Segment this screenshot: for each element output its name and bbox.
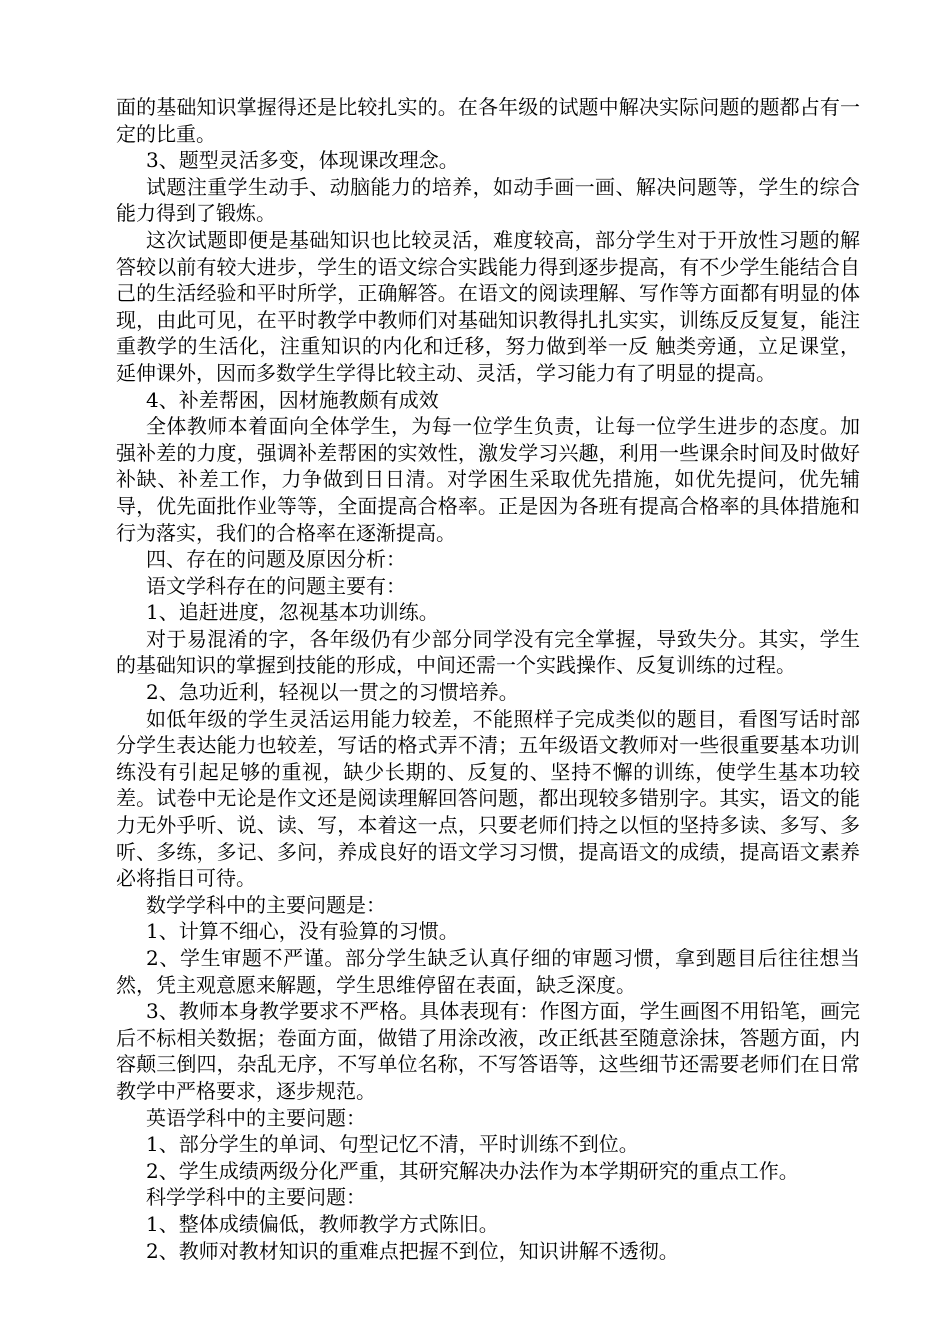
paragraph: 语文学科存在的问题主要有：: [146, 573, 406, 598]
paragraph: 1、计算不细心，没有验算的习惯。: [146, 919, 459, 944]
section-heading: 四、存在的问题及原因分析：: [146, 547, 406, 572]
paragraph: 2、教师对教材知识的重难点把握不到位，知识讲解不透彻。: [146, 1238, 679, 1263]
paragraph: 2、学生成绩两级分化严重，其研究解决办法作为本学期研究的重点工作。: [146, 1158, 799, 1183]
paragraph: 1、部分学生的单词、句型记忆不清，平时训练不到位。: [146, 1132, 639, 1157]
paragraph: 试题注重学生动手、动脑能力的培养，如动手画一画、解决问题等，学生的综合能力得到了锻炼。: [116, 174, 860, 226]
paragraph: 3、题型灵活多变，体现课改理念。: [146, 148, 459, 173]
paragraph: 2、学生审题不严谨。部分学生缺乏认真仔细的审题习惯，拿到题目后往往想当然，凭主观意愿来解题，学生思维停留在表面，缺乏深度。: [116, 946, 860, 997]
document-page: [116, 94, 860, 1264]
paragraph: 1、追赶进度，忽视基本功训练。: [146, 600, 439, 625]
paragraph: 对于易混淆的字，各年级仍有少部分同学没有完全掌握，导致失分。其实，学生的基础知识的掌握到技能的形成，中间还需一个实践操作、反复训练的过程。: [116, 626, 860, 678]
paragraph: 如低年级的学生灵活运用能力较差，不能照样子完成类似的题目，看图写话时部分学生表达能力也较差，写话的格式弄不清；五年级语文教师对一些很重要基本功训练没有引起足够的重视，缺少长期的、反复的、坚持不懈的训练，使学生基本功较差。试卷中无论是作文还是阅读理解回答问题，都出现较多错别字。其实，语文的能力无外乎听、说、读、写，本着这一点，只要老师们持之以恒的坚持多读、多写、多听、多练，多记、多问，养成良好的语文学习习惯，提高语文的成绩，提高语文素养必将指日可待。: [116, 706, 860, 891]
paragraph: 1、整体成绩偏低，教师教学方式陈旧。: [146, 1211, 499, 1236]
paragraph: 全体教师本着面向全体学生，为每一位学生负责，让每一位学生进步的态度。加强补差的力度，强调补差帮困的实效性，激发学习兴趣，利用一些课余时间及时做好补缺、补差工作，力争做到日日清。对学困生采取优先措施，如优先提问，优先辅导，优先面批作业等等，全面提高合格率。正是因为各班有提高合格率的具体措施和行为落实，我们的合格率在逐渐提高。: [116, 414, 860, 545]
paragraph: 科学学科中的主要问题：: [146, 1185, 366, 1210]
paragraph: 英语学科中的主要问题：: [146, 1105, 366, 1130]
paragraph: 2、急功近利，轻视以一贯之的习惯培养。: [146, 680, 519, 705]
paragraph: 面的基础知识掌握得还是比较扎实的。在各年级的试题中解决实际问题的题都占有一定的比重。: [116, 95, 860, 146]
paragraph: 4、补差帮困，因材施教颇有成效: [146, 387, 439, 412]
paragraph: 数学学科中的主要问题是：: [146, 892, 386, 917]
paragraph: 3、教师本身教学要求不严格。具体表现有：作图方面，学生画图不用铅笔，画完后不标相关数据；卷面方面，做错了用涂改液，改正纸甚至随意涂抹，答题方面，内容颠三倒四，杂乱无序，不写单位名称，不写答语等，这些细节还需要老师们在日常教学中严格要求，逐步规范。: [116, 999, 860, 1103]
paragraph: 这次试题即便是基础知识也比较灵活，难度较高，部分学生对于开放性习题的解答较以前有较大进步，学生的语文综合实践能力得到逐步提高，有不少学生能结合自己的生活经验和平时所学，正确解答。在语文的阅读理解、写作等方面都有明显的体现，由此可见，在平时教学中教师们对基础知识教得扎扎实实，训练反反复复，能注重教学的生活化，注重知识的内化和迁移，努力做到举一反 触类旁通，立足课堂，延伸课外，因而多数学生学得比较主动、灵活，学习能力有了明显的提高。: [116, 227, 860, 385]
